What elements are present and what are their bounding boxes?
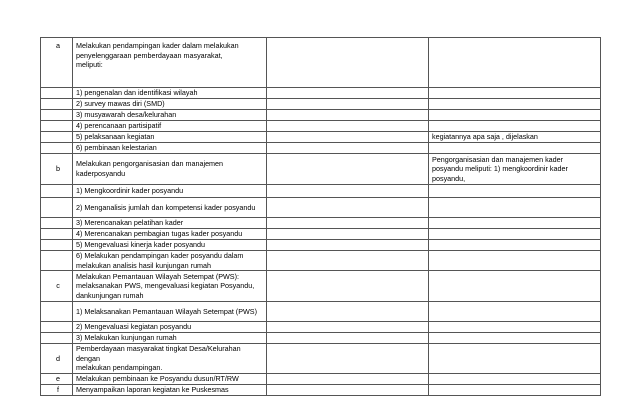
row-activity: Melakukan pendampingan kader dalam melakukan penyelenggaraan pemberdayaan masyarakat, meliputi:	[73, 38, 267, 88]
row-activity: 6) Melakukan pendampingan kader posyandu dalam melakukan analisis hasil kunjungan rumah	[73, 251, 267, 271]
row-blank-cell	[267, 229, 429, 240]
table-row	[41, 110, 601, 121]
table-row	[41, 198, 601, 218]
row-activity: Menyampaikan laporan kegiatan ke Puskesmas	[73, 384, 267, 395]
row-activity: 6) pembinaan kelestarian	[73, 143, 267, 154]
table-row	[41, 240, 601, 251]
row-letter	[41, 143, 73, 154]
row-note	[429, 322, 601, 333]
row-letter	[41, 132, 73, 143]
table-row	[41, 99, 601, 110]
table-row	[41, 143, 601, 154]
row-activity: 1) Melaksanakan Pemantauan Wilayah Setempat (PWS)	[73, 302, 267, 322]
row-activity: Pemberdayaan masyarakat tingkat Desa/Kelurahan dengan melakukan pendampingan.	[73, 344, 267, 374]
row-activity: 3) musyawarah desa/kelurahan	[73, 110, 267, 121]
row-activity: 4) perencanaan partisipatif	[73, 121, 267, 132]
row-activity: 5) Mengevaluasi kinerja kader posyandu	[73, 240, 267, 251]
row-blank-cell	[267, 302, 429, 322]
row-blank-cell	[267, 344, 429, 374]
row-note: Pengorganisasian dan manajemen kader posyandu meliputi: 1) mengkoordinir kader posyandu,	[429, 154, 601, 185]
row-blank-cell	[267, 99, 429, 110]
row-letter	[41, 333, 73, 344]
row-blank-cell	[267, 110, 429, 121]
row-blank-cell	[267, 373, 429, 384]
table-row	[41, 384, 601, 395]
row-note	[429, 121, 601, 132]
row-note	[429, 302, 601, 322]
row-note	[429, 110, 601, 121]
row-blank-cell	[267, 38, 429, 88]
row-note	[429, 384, 601, 395]
row-activity: 1) pengenalan dan identifikasi wilayah	[73, 88, 267, 99]
row-note	[429, 229, 601, 240]
row-note	[429, 271, 601, 302]
row-activity: 2) survey mawas diri (SMD)	[73, 99, 267, 110]
table-row	[41, 154, 601, 185]
row-blank-cell	[267, 218, 429, 229]
row-letter	[41, 240, 73, 251]
row-letter	[41, 218, 73, 229]
row-activity: Melakukan pengorganisasian dan manajemen kaderposyandu	[73, 154, 267, 185]
table-row	[41, 271, 601, 302]
row-letter	[41, 99, 73, 110]
table-row	[41, 333, 601, 344]
row-blank-cell	[267, 185, 429, 198]
table-body	[41, 38, 601, 396]
row-activity: 4) Merencanakan pembagian tugas kader posyandu	[73, 229, 267, 240]
row-activity: 2) Menganalisis jumlah dan kompetensi kader posyandu	[73, 198, 267, 218]
table-row	[41, 218, 601, 229]
row-note	[429, 251, 601, 271]
row-blank-cell	[267, 154, 429, 185]
table-row	[41, 185, 601, 198]
row-letter: e	[41, 373, 73, 384]
row-blank-cell	[267, 384, 429, 395]
row-letter	[41, 88, 73, 99]
row-note	[429, 99, 601, 110]
row-note	[429, 333, 601, 344]
row-blank-cell	[267, 251, 429, 271]
row-note	[429, 218, 601, 229]
row-activity: 3) Melakukan kunjungan rumah	[73, 333, 267, 344]
row-note	[429, 198, 601, 218]
row-activity: 1) Mengkoordinir kader posyandu	[73, 185, 267, 198]
row-note	[429, 143, 601, 154]
row-blank-cell	[267, 121, 429, 132]
row-letter	[41, 229, 73, 240]
activity-table	[40, 37, 601, 396]
table-row	[41, 373, 601, 384]
row-blank-cell	[267, 240, 429, 251]
row-letter	[41, 322, 73, 333]
row-note	[429, 373, 601, 384]
row-note: kegiatannya apa saja , dijelaskan	[429, 132, 601, 143]
table-row	[41, 344, 601, 374]
table-row	[41, 121, 601, 132]
row-blank-cell	[267, 271, 429, 302]
table-row	[41, 322, 601, 333]
table-row	[41, 88, 601, 99]
row-activity: 3) Merencanakan pelatihan kader	[73, 218, 267, 229]
row-activity: 2) Mengevaluasi kegiatan posyandu	[73, 322, 267, 333]
row-note	[429, 185, 601, 198]
row-blank-cell	[267, 132, 429, 143]
row-blank-cell	[267, 88, 429, 99]
row-letter: a	[41, 38, 73, 88]
table-row	[41, 38, 601, 88]
row-letter: c	[41, 271, 73, 302]
row-blank-cell	[267, 198, 429, 218]
row-letter: b	[41, 154, 73, 185]
row-note	[429, 240, 601, 251]
row-activity: 5) pelaksanaan kegiatan	[73, 132, 267, 143]
row-letter	[41, 251, 73, 271]
row-blank-cell	[267, 333, 429, 344]
table-row	[41, 302, 601, 322]
table-row	[41, 229, 601, 240]
row-letter	[41, 121, 73, 132]
row-note	[429, 344, 601, 374]
row-activity: Melakukan pembinaan ke Posyandu dusun/RT/RW	[73, 373, 267, 384]
row-letter	[41, 302, 73, 322]
row-note	[429, 88, 601, 99]
row-blank-cell	[267, 322, 429, 333]
table-row	[41, 251, 601, 271]
row-letter: d	[41, 344, 73, 374]
row-activity: Melakukan Pemantauan Wilayah Setempat (PWS): melaksanakan PWS, mengevaluasi kegiatan Posyandu, dankunjungan rumah	[73, 271, 267, 302]
table-row	[41, 132, 601, 143]
row-letter: f	[41, 384, 73, 395]
row-letter	[41, 185, 73, 198]
row-letter	[41, 198, 73, 218]
row-note	[429, 38, 601, 88]
row-blank-cell	[267, 143, 429, 154]
row-letter	[41, 110, 73, 121]
